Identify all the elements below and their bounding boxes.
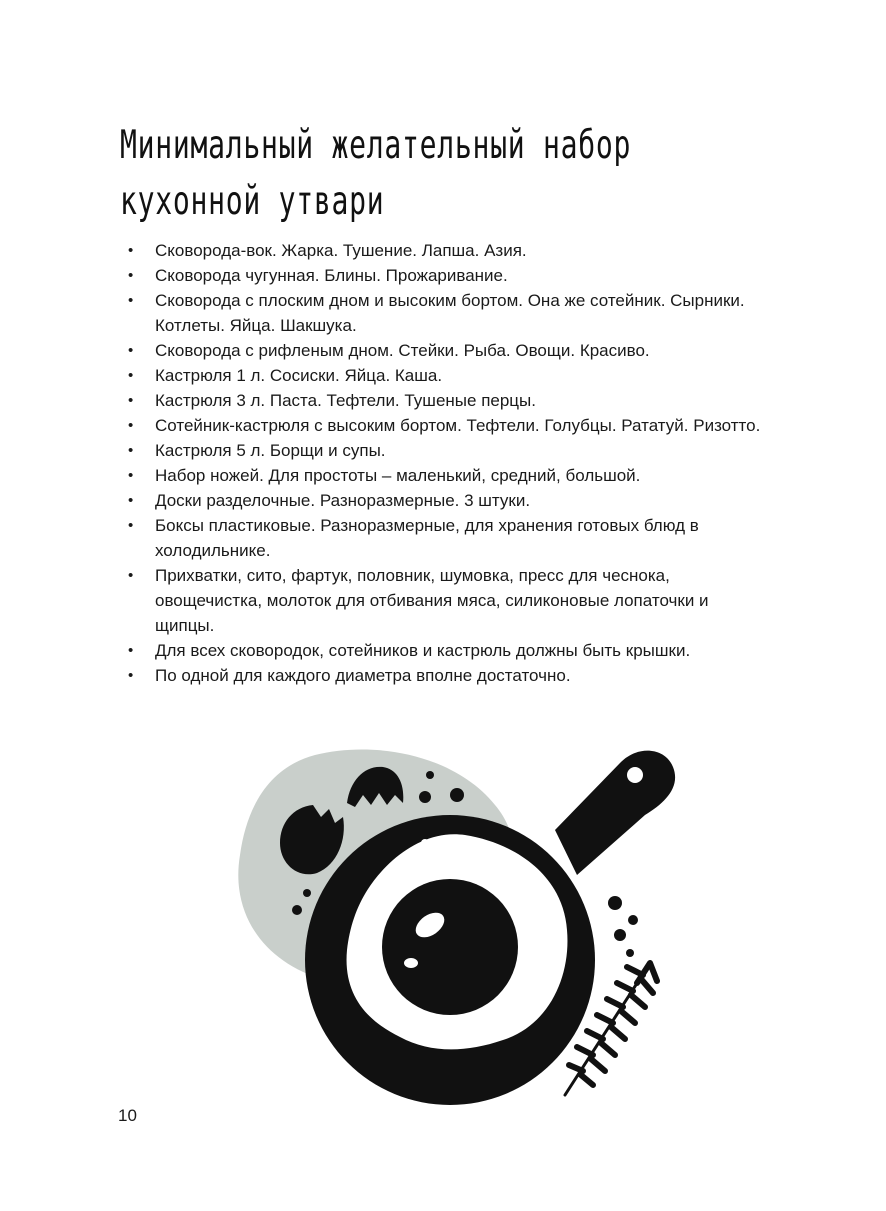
cookware-list (128, 238, 768, 688)
dot (419, 791, 431, 803)
egg-yolk (382, 879, 518, 1015)
dot (410, 848, 420, 858)
dot (421, 839, 429, 847)
list-item: • Доски разделочные. Разноразмерные. 3 штуки. (128, 488, 768, 513)
list-item: • Сковорода с плоским дном и высоким бортом. Она же сотейник. Сырники. Котлеты. Яйца. Шакшука. (128, 288, 768, 338)
list-item: • Прихватки, сито, фартук, половник, шумовка, пресс для чеснока, овощечистка, молоток для отбивания мяса, силиконовые лопаточки и щипцы. (128, 563, 768, 638)
list-item: • Кастрюля 5 л. Борщи и супы. (128, 438, 768, 463)
list-item: • Набор ножей. Для простоты – маленький, средний, большой. (128, 463, 768, 488)
dot (628, 915, 638, 925)
page-title-line-1: Минимальный желательный набор (120, 123, 632, 168)
list-item: • Для всех сковородок, сотейников и кастрюль должны быть крышки. (128, 638, 768, 663)
page-title-line-2: кухонной утвари (120, 179, 385, 224)
dot (626, 949, 634, 957)
frying-pan-illustration (225, 735, 685, 1105)
dot (402, 862, 408, 868)
list-item: • По одной для каждого диаметра вполне достаточно. (128, 663, 768, 688)
dot (450, 788, 464, 802)
list-item: • Сковорода-вок. Жарка. Тушение. Лапша. Азия. (128, 238, 768, 263)
pan-handle-hole (627, 767, 643, 783)
dot (608, 896, 622, 910)
list-item: • Кастрюля 1 л. Сосиски. Яйца. Каша. (128, 363, 768, 388)
list-item: • Сотейник-кастрюля с высоким бортом. Тефтели. Голубцы. Рататуй. Ризотто. (128, 413, 768, 438)
list-item: • Сковорода с рифленым дном. Стейки. Рыба. Овощи. Красиво. (128, 338, 768, 363)
page-number: 10 (118, 1106, 137, 1125)
pan-handle (555, 751, 675, 875)
list-item: • Кастрюля 3 л. Паста. Тефтели. Тушеные перцы. (128, 388, 768, 413)
list-item: • Сковорода чугунная. Блины. Прожаривание. (128, 263, 768, 288)
dot (614, 929, 626, 941)
dot (303, 889, 311, 897)
yolk-highlight-small (404, 958, 418, 968)
dot (426, 771, 434, 779)
page-title (120, 118, 632, 230)
list-item: • Боксы пластиковые. Разноразмерные, для хранения готовых блюд в холодильнике. (128, 513, 768, 563)
dot (292, 905, 302, 915)
